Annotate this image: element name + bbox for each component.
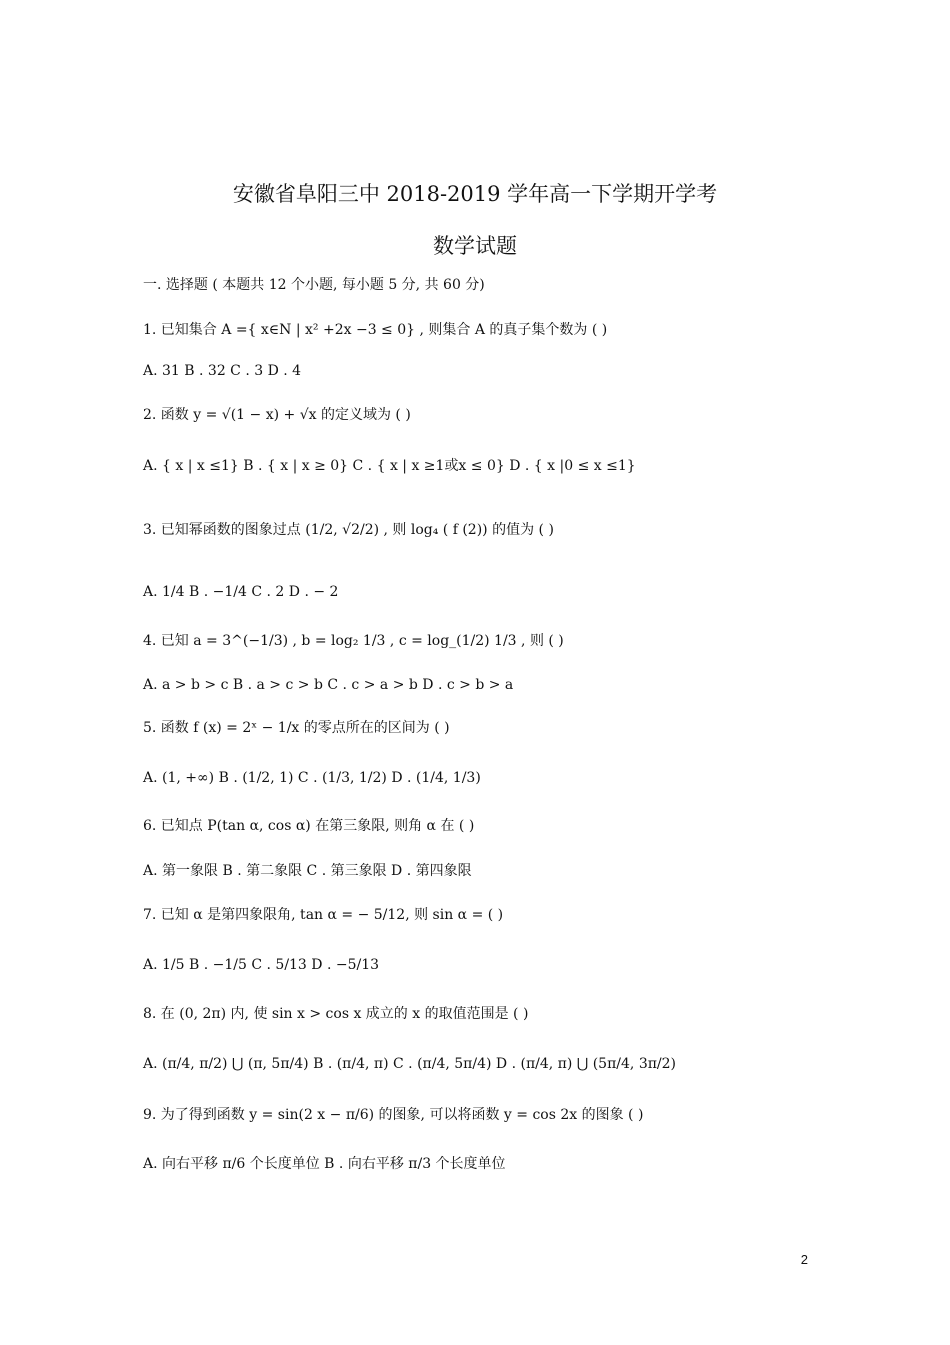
- question-9-options: A. 向右平移 π/6 个长度单位 B . 向右平移 π/3 个长度单位: [143, 1156, 506, 1172]
- question-6-stem: 6. 已知点 P(tan α, cos α) 在第三象限, 则角 α 在 ( ): [143, 818, 475, 834]
- document-title: 安徽省阜阳三中 2018-2019 学年高一下学期开学考: [232, 182, 718, 206]
- question-7-options: A. 1/5 B . −1/5 C . 5/13 D . −5/13: [143, 957, 380, 973]
- question-4-options: A. a > b > c B . a > c > b C . c > a > b D . c > b > a: [143, 677, 514, 693]
- page-number: 2: [800, 1252, 808, 1267]
- question-6-options: A. 第一象限 B . 第二象限 C . 第三象限 D . 第四象限: [143, 863, 472, 879]
- question-8-stem: 8. 在 (0, 2π) 内, 使 sin x > cos x 成立的 x 的取值范围是 ( ): [143, 1006, 529, 1022]
- question-5-options: A. (1, +∞) B . (1/2, 1) C . (1/3, 1/2) D . (1/4, 1/3): [143, 770, 481, 786]
- question-3-stem: 3. 已知幂函数的图象过点 (1/2, √2/2) , 则 log₄ ( f (2)) 的值为 ( ): [143, 522, 554, 538]
- question-4-stem: 4. 已知 a = 3^(−1/3) , b = log₂ 1/3 , c = log_(1/2) 1/3 , 则 ( ): [143, 633, 564, 649]
- question-5-stem: 5. 函数 f (x) = 2ˣ − 1/x 的零点所在的区间为 ( ): [143, 720, 450, 736]
- question-3-options: A. 1/4 B . −1/4 C . 2 D . − 2: [143, 584, 339, 600]
- question-2-stem: 2. 函数 y = √(1 − x) + √x 的定义域为 ( ): [143, 407, 411, 423]
- section-heading: 一. 选择题 ( 本题共 12 个小题, 每小题 5 分, 共 60 分): [143, 277, 485, 293]
- question-8-options: A. (π/4, π/2) ⋃ (π, 5π/4) B . (π/4, π) C . (π/4, 5π/4) D . (π/4, π) ⋃ (5π/4, 3π/2): [143, 1056, 677, 1072]
- question-1-stem: 1. 已知集合 A ={ x∈N | x² +2x −3 ≤ 0} , 则集合 A 的真子集个数为 ( ): [143, 322, 608, 338]
- question-2-options: A. { x | x ≤1} B . { x | x ≥ 0} C . { x | x ≥1或x ≤ 0} D . { x |0 ≤ x ≤1}: [143, 458, 636, 474]
- question-7-stem: 7. 已知 α 是第四象限角, tan α = − 5/12, 则 sin α = ( ): [143, 907, 504, 923]
- question-1-options: A. 31 B . 32 C . 3 D . 4: [143, 363, 302, 379]
- question-9-stem: 9. 为了得到函数 y = sin(2 x − π/6) 的图象, 可以将函数 y = cos 2x 的图象 ( ): [143, 1107, 644, 1123]
- document-subtitle: 数学试题: [433, 234, 517, 258]
